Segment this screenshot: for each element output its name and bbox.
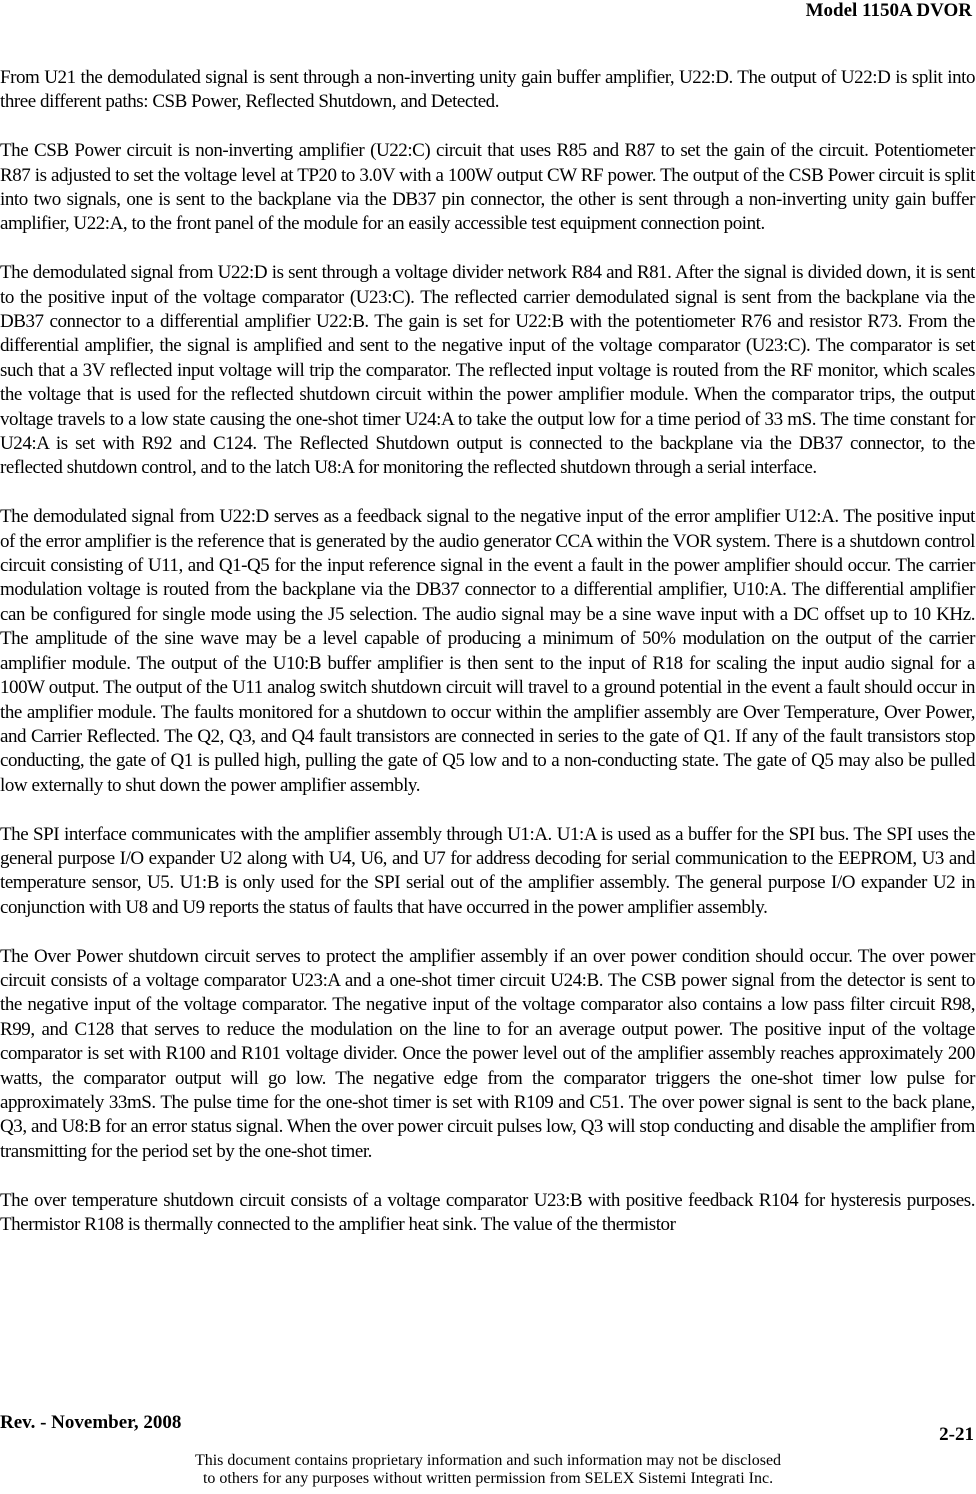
paragraph-reflected-shutdown: The demodulated signal from U22:D is sent through a voltage divider network R84 and R81. After the signal is divided down, it is sent to the positive input of the voltage comparator (U23:C). The reflected carrier demodulated signal is sent from the backplane via the DB37 connector to a differential amplifier U22:B. The gain is set for U22:B with the potentiometer R76 and resistor R73. From the differential amplifier, the signal is amplified and sent to the negative input of the voltage comparator (U23:C). The comparator is set such that a 3V reflected input voltage will trip the comparator. The reflected input voltage is routed from the RF monitor, which scales the voltage that is used for the reflected shutdown circuit within the power amplifier module. When the comparator trips, the output voltage travels to a low state causing the one-shot timer U24:A to take the output low for a time period of 33 mS. The time constant for U24:A is set with R92 and C124. The Reflected Shutdown output is connected to the backplane via the DB37 connector, to the reflected shutdown control, and to the latch U8:A for monitoring the reflected shutdown through a serial interface. <box>0 262 975 479</box>
footer-notice-line-2: to others for any purposes without written permission from SELEX Sistemi Integrati Inc. <box>202 1470 774 1487</box>
footer-notice-line-1: This document contains proprietary information and such information may not be disclosed <box>194 1452 782 1469</box>
document-header-title: Model 1150A DVOR <box>805 0 972 21</box>
footer-proprietary-notice <box>0 1452 976 1488</box>
paragraph-error-amplifier-feedback: The demodulated signal from U22:D serves as a feedback signal to the negative input of the error amplifier U12:A. The positive input of the error amplifier is the reference that is generated by the audio generator CCA within the VOR system. There is a shutdown control circuit consisting of U11, and Q1-Q5 for the input reference signal in the event a fault in the power amplifier should occur. The carrier modulation voltage is routed from the backplane via the DB37 connector to a differential amplifier, U10:A. The differential amplifier can be configured for single mode using the J5 selection. The audio signal may be a sine wave input with a DC offset up to 10 KHz. The amplitude of the sine wave may be a level capable of producing a minimum of 50% modulation on the output of the carrier amplifier module. The output of the U10:B buffer amplifier is then sent to the input of R18 for scaling the input audio signal for a 100W output. The output of the U11 analog switch shutdown circuit will travel to a ground potential in the event a fault should occur in the amplifier module. The faults monitored for a shutdown to occur within the amplifier assembly are Over Temperature, Over Power, and Carrier Reflected. The Q2, Q3, and Q4 fault transistors are connected in series to the gate of Q1. If any of the fault transistors stop conducting, the gate of Q1 is pulled high, pulling the gate of Q5 low and to a non-conducting state. The gate of Q5 may also be pulled low externally to shut down the power amplifier assembly. <box>0 506 975 796</box>
paragraph-over-power-shutdown: The Over Power shutdown circuit serves to protect the amplifier assembly if an over power condition should occur. The over power circuit consists of a voltage comparator U23:A and a one-shot timer circuit U24:B. The CSB power signal from the detector is sent to the negative input of the voltage comparator. The negative input of the voltage comparator also contains a low pass filter circuit R98, R99, and C128 that serves to reduce the modulation on the line to for an average output power. The positive input of the voltage comparator is set with R100 and R101 voltage divider. Once the power level out of the amplifier assembly reaches approximately 200 watts, the comparator output will go low. The negative edge from the comparator triggers the one-shot timer low pulse for approximately 33mS. The pulse time for the one-shot timer is set with R109 and C51. The over power signal is sent to the back plane, Q3, and U8:B for an error status signal. When the over power circuit pulses low, Q3 will stop conducting and disable the amplifier from transmitting for the period set by the one-shot timer. <box>0 945 975 1162</box>
paragraph-csb-power-circuit: The CSB Power circuit is non-inverting amplifier (U22:C) circuit that uses R85 and R87 to set the gain of the circuit. Potentiometer R87 is adjusted to set the voltage level at TP20 to 3.0V with a 100W output CW RF power. The output of the CSB Power circuit is split into two signals, one is sent to the backplane via the DB37 pin connector, the other is sent through a non-inverting unity gain buffer amplifier, U22:A, to the front panel of the module for an easily accessible test equipment connection point. <box>0 140 975 235</box>
document-body <box>0 66 975 1262</box>
paragraph-spi-interface: The SPI interface communicates with the amplifier assembly through U1:A. U1:A is used as a buffer for the SPI bus. The SPI uses the general purpose I/O expander U2 along with U4, U6, and U7 for address decoding for serial communication to the EEPROM, U3 and temperature sensor, U5. U1:B is only used for the SPI serial out of the amplifier assembly. The general purpose I/O expander U2 in conjunction with U8 and U9 reports the status of faults that have occurred in the power amplifier assembly. <box>0 823 975 918</box>
paragraph-over-temperature-shutdown: The over temperature shutdown circuit consists of a voltage comparator U23:B with positive feedback R104 for hysteresis purposes. Thermistor R108 is thermally connected to the amplifier heat sink. The value of the thermistor <box>0 1189 975 1235</box>
footer-page-number: 2-21 <box>939 1424 974 1445</box>
paragraph-u21-demodulated-signal: From U21 the demodulated signal is sent through a non-inverting unity gain buffer amplifier, U22:D. The output of U22:D is split into three different paths: CSB Power, Reflected Shutdown, and Detected. <box>0 67 975 113</box>
footer-revision: Rev. - November, 2008 <box>0 1412 182 1433</box>
